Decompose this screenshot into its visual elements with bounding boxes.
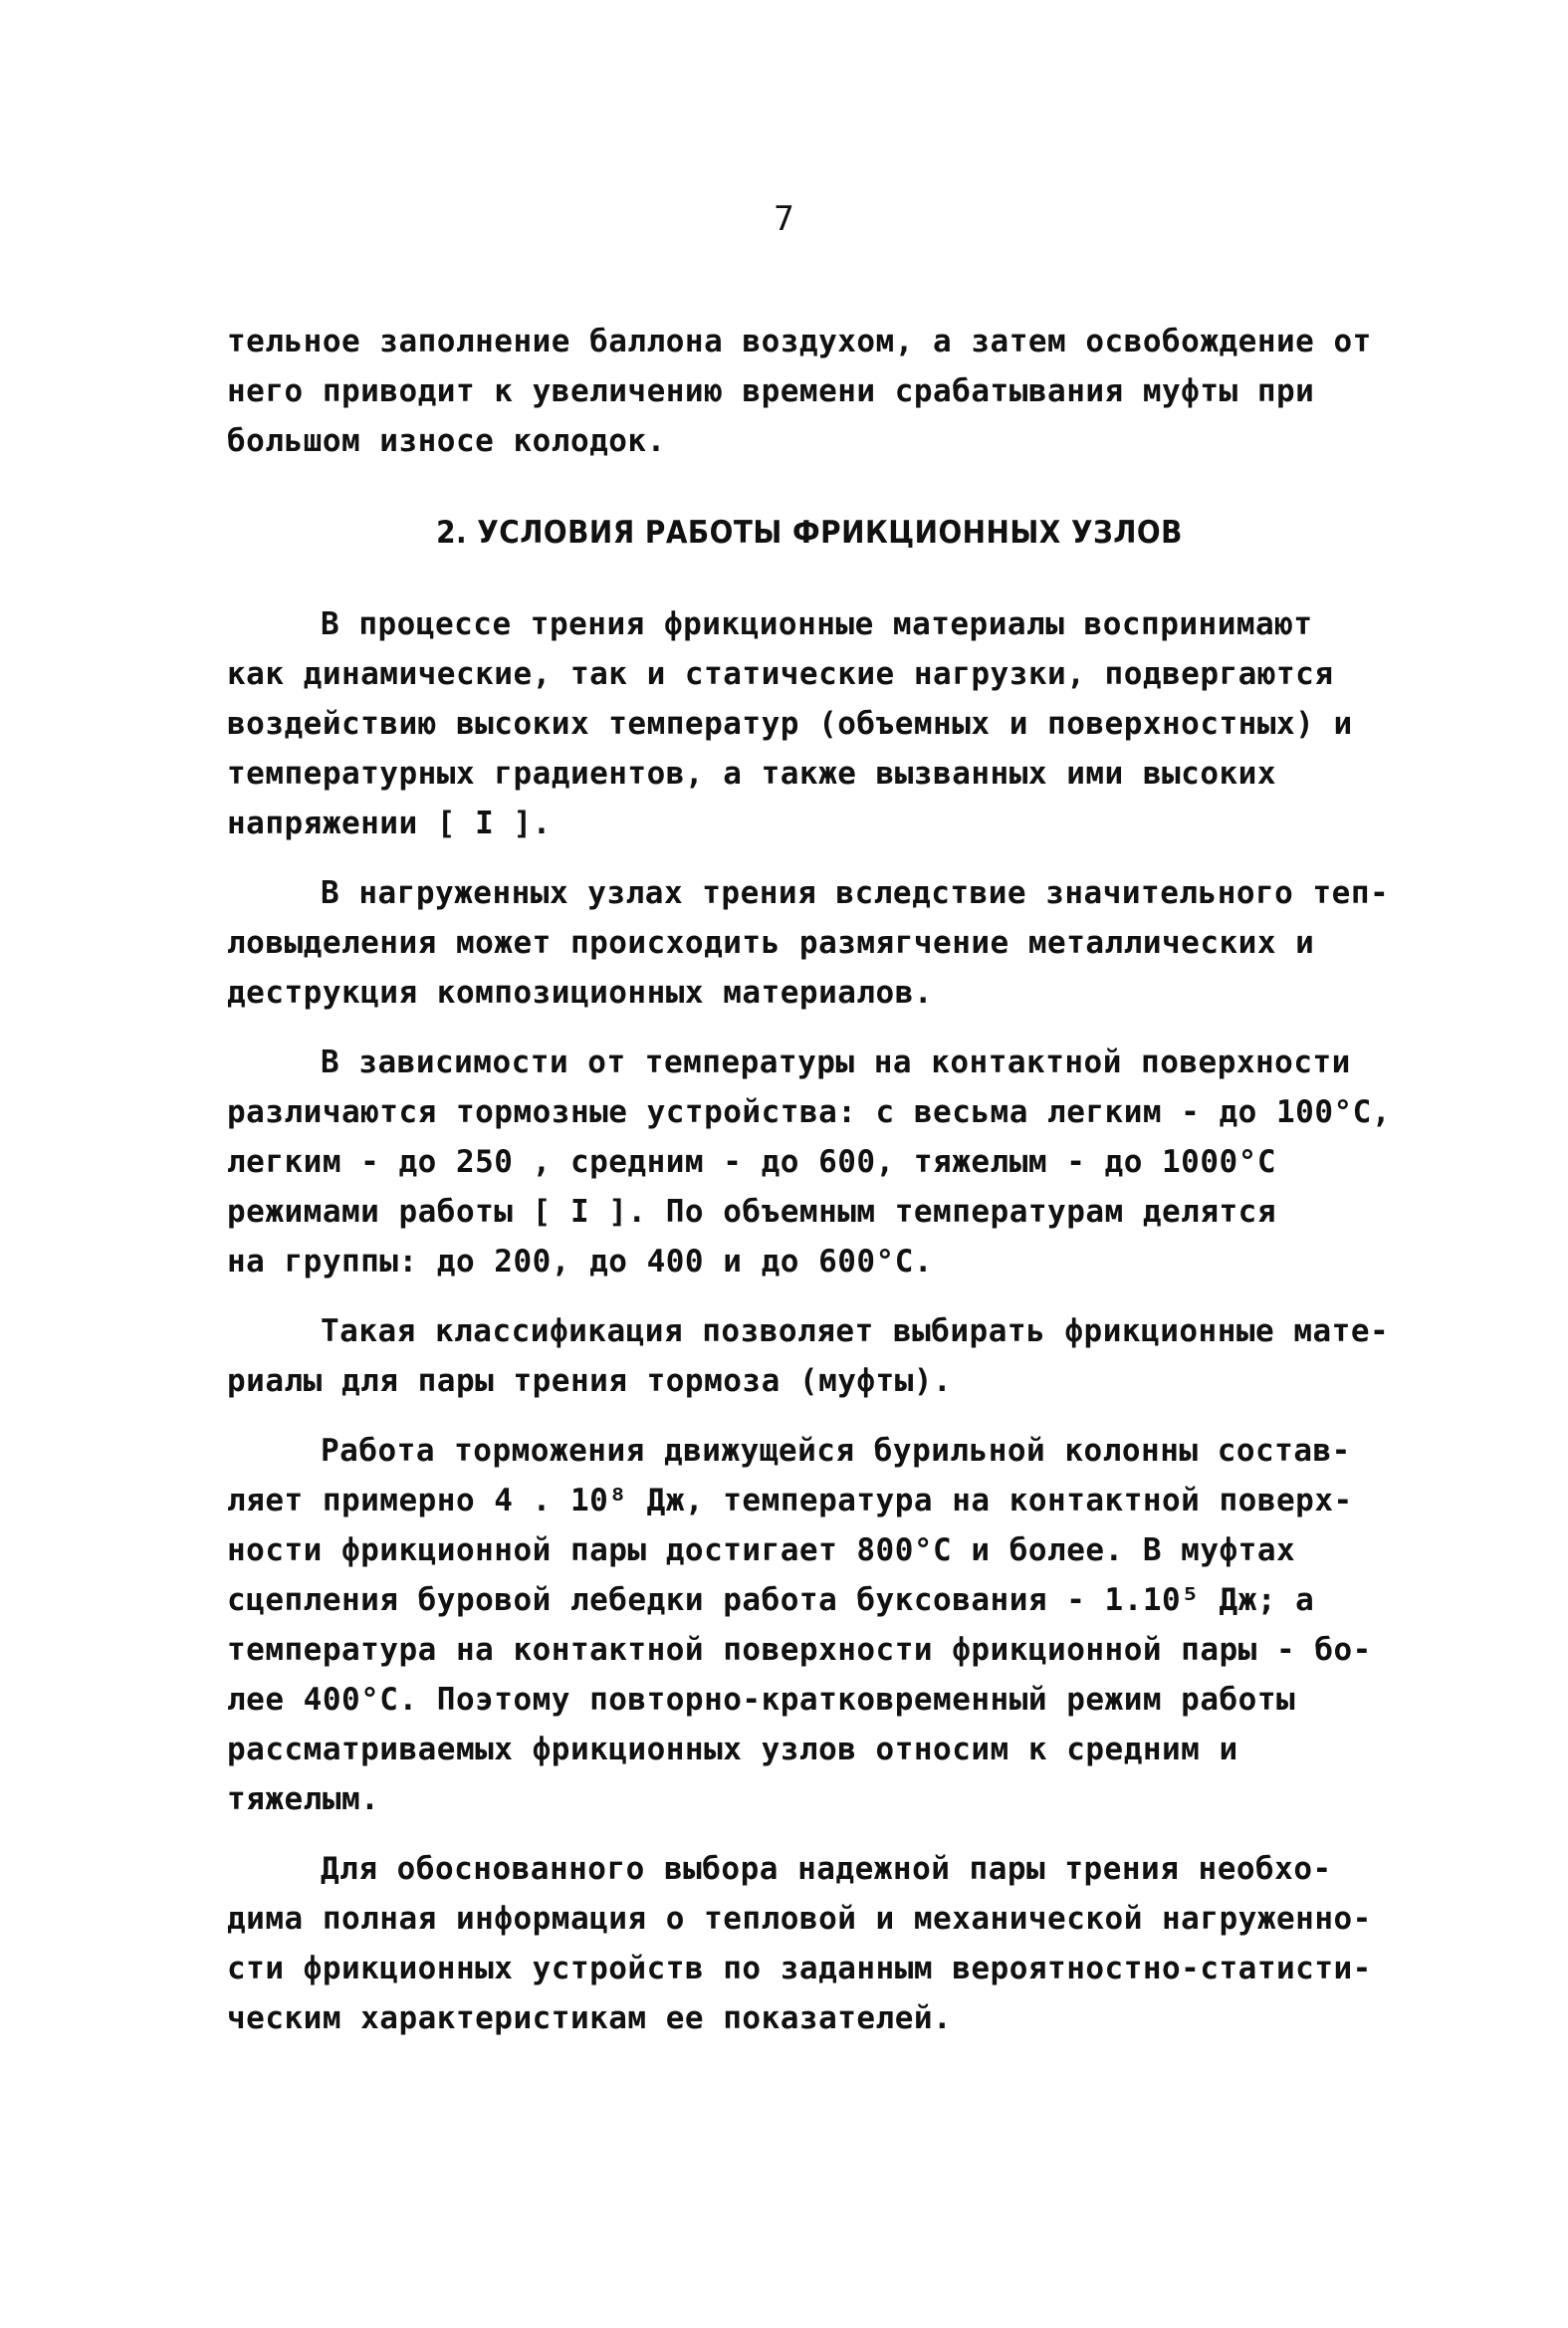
page-number: 7 — [774, 199, 794, 239]
continuation-paragraph: тельное заполнение баллона воздухом, а затем освобождение от него приводит к увеличению времени срабатывания муфты при большом износе колодок. — [227, 324, 1372, 459]
document-body — [227, 317, 1392, 2063]
paragraph-information-needed: Для обоснованного выбора надежной пары трения необхо- дима полная информация о тепловой и механической нагруженно- сти фрикционных устройств по заданным вероятностно-статисти- ческим характеристикам ее показателей. — [227, 1851, 1372, 2036]
paragraph-heat-release: В нагруженных узлах трения вследствие значительного теп- ловыделения может происходить размягчение металлических и деструкция композиционных материалов. — [227, 875, 1390, 1011]
paragraph-braking-work: Работа торможения движущейся бурильной колонны состав- ляет примерно 4 . 10⁸ Дж, температура на контактной поверх- ности фрикционной пары достигает 800°С и более. В муфтах сцепления буровой лебедки работа буксования - 1.10⁵ Дж; а температура на контактной поверхности фрикционной пары - бо- лее 400°С. Поэтому повторно-кратковременный режим работы рассматриваемых фрикционных узлов относим к средним и тяжелым. — [227, 1433, 1372, 1817]
paragraph-friction-loads: В процессе трения фрикционные материалы воспринимают как динамические, так и статические нагрузки, подвергаются воздействию высоких температур (объемных и поверхностных) и температурных градиентов, а также вызванных ими высоких напряжении [ I ]. — [227, 606, 1353, 841]
paragraph-classification: Такая классификация позволяет выбирать фрикционные мате- риалы для пары трения тормоза (муфты). — [227, 1313, 1390, 1399]
section-heading: 2. УСЛОВИЯ РАБОТЫ ФРИКЦИОННЫХ УЗЛОВ — [436, 515, 1183, 551]
paragraph-temperature-classes: В зависимости от температуры на контактной поверхности различаются тормозные устройства: с весьма легким - до 100°С, легким - до 250 , средним - до 600, тяжелым - до 1000°С режимами работы [ I ]. По объемным температурам делятся на группы: до 200, до 400 и до 600°С. — [227, 1045, 1391, 1280]
